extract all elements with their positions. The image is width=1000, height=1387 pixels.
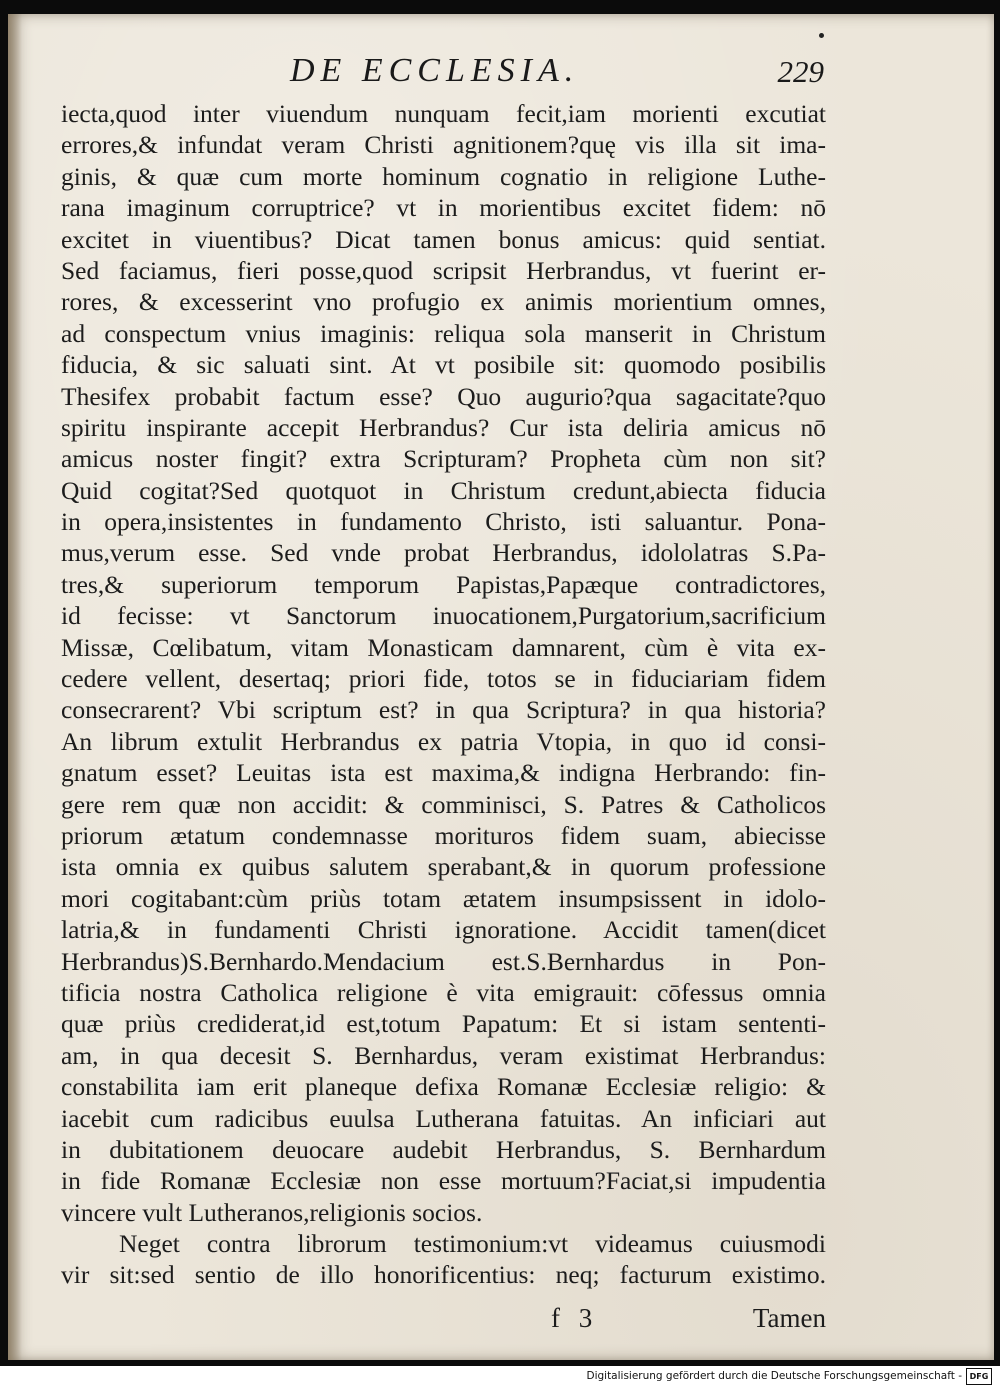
text-line: id fecisse: vt Sanctorum inuocationem,Purgatorium,sacrificium xyxy=(61,601,826,631)
body-text xyxy=(61,98,826,1291)
text-line: mus,verum esse. Sed vnde probat Herbrandus, idololatras S.Pa- xyxy=(61,538,826,568)
page-footer xyxy=(61,1303,826,1337)
text-line: Quid cogitat?Sed quotquot in Christum credunt,abiecta fiducia xyxy=(61,475,826,505)
catchword: Tamen xyxy=(752,1303,826,1333)
text-line: spiritu inspirante accepit Herbrandus? Cur ista deliria amicus nō xyxy=(61,412,826,442)
text-line: ad conspectum vnius imaginis: reliqua sola manserit in Christum xyxy=(61,318,826,348)
text-line: in fide Romanæ Ecclesiæ non esse mortuum?Faciat,si impudentia xyxy=(61,1166,826,1196)
text-line: rores, & excesserint vno profugio ex animis morientium omnes, xyxy=(61,287,826,317)
paragraph-start-line: Neget contra librorum testimonium:vt videamus cuiusmodi xyxy=(119,1229,826,1259)
text-line: priorum ætatum condemnasse morituros fidem suam, abiecisse xyxy=(61,820,826,850)
text-line: iecta,quod inter viuendum nunquam fecit,iam morienti excutiat xyxy=(61,99,826,128)
text-line: gere rem quæ non accidit: & comminisci, S. Patres & Catholicos xyxy=(61,789,826,819)
text-line: errores,& infundat veram Christi agnitionem?quę vis illa sit ima- xyxy=(61,130,826,160)
text-line: gnatum esset? Leuitas ista est maxima,& indigna Herbrando: fin- xyxy=(61,758,826,788)
text-line: mori cogitabant:cùm priùs totam ætatem insumpsissent in idolo- xyxy=(61,883,826,913)
page-gutter-shadow xyxy=(8,14,22,1360)
text-line: latria,& in fundamenti Christi ignoratione. Accidit tamen(dicet xyxy=(61,915,826,945)
ink-speck xyxy=(819,33,824,38)
text-line: excitet in viuentibus? Dicat tamen bonus amicus: quid sentiat. xyxy=(61,224,826,254)
text-line: ista omnia ex quibus salutem sperabant,& in quorum professione xyxy=(61,852,826,882)
text-line: Thesifex probabit factum esse? Quo augurio?qua sagacitate?quo xyxy=(61,381,826,411)
text-line: tificia nostra Catholica religione è vita emigrauit: cōfessus omnia xyxy=(61,977,826,1007)
text-line: iacebit cum radicibus euulsa Lutherana fatuitas. An inficiari aut xyxy=(61,1103,826,1133)
text-line: Herbrandus)S.Bernhardo.Mendacium est.S.Bernhardus in Pon- xyxy=(61,946,826,976)
dfg-logo: DFG xyxy=(966,1368,992,1385)
page-header xyxy=(60,52,830,92)
signature-mark: f 3 xyxy=(551,1303,599,1333)
text-line: An librum extulit Herbrandus ex patria Vtopia, in quo id consi- xyxy=(61,726,826,756)
text-line: ginis, & quæ cum morte hominum cognatio in religione Luthe- xyxy=(61,161,826,191)
text-line: consecrarent? Vbi scriptum est? in qua Scriptura? in qua historia? xyxy=(61,695,826,725)
text-line: cedere vellent, desertaq; priori fide, totos se in fiduciariam fidem xyxy=(61,664,826,694)
paragraph-end-line: vincere vult Lutheranos,religionis socios. xyxy=(61,1197,483,1227)
page-number: 229 xyxy=(777,54,824,89)
text-line: in dubitationem deuocare audebit Herbrandus, S. Bernhardum xyxy=(61,1134,826,1164)
text-line: vir sit:sed sentio de illo honorificentius: neq; facturum existimo. xyxy=(61,1260,826,1290)
text-line: amicus noster fingit? extra Scripturam? Propheta cùm non sit? xyxy=(61,444,826,474)
running-head: DE ECCLESIA. xyxy=(290,52,580,89)
text-line: Missæ, Cœlibatum, vitam Monasticam damnarent, cùm è vita ex- xyxy=(61,632,826,662)
text-line: tres,& superiorum temporum Papistas,Papæque contradictores, xyxy=(61,569,826,599)
text-line: rana imaginum corruptrice? vt in morientibus excitet fidem: nō xyxy=(61,193,826,223)
text-line: in opera,insistentes in fundamento Christo, isti saluantur. Pona- xyxy=(61,507,826,537)
text-line: fiducia, & sic saluati sint. At vt posibile sit: quomodo posibilis xyxy=(61,350,826,380)
text-line: am, in qua decesit S. Bernhardus, veram existimat Herbrandus: xyxy=(61,1040,826,1070)
text-line: Sed faciamus, fieri posse,quod scripsit Herbrandus, vt fuerint er- xyxy=(61,255,826,285)
digitization-credit: Digitalisierung gefördert durch die Deutsche Forschungsgemeinschaft - xyxy=(586,1370,962,1382)
text-line: quæ priùs crediderat,id est,totum Papatum: Et si istam sententi- xyxy=(61,1009,826,1039)
text-line: constabilita iam erit planeque defixa Romanæ Ecclesiæ religio: & xyxy=(61,1072,826,1102)
